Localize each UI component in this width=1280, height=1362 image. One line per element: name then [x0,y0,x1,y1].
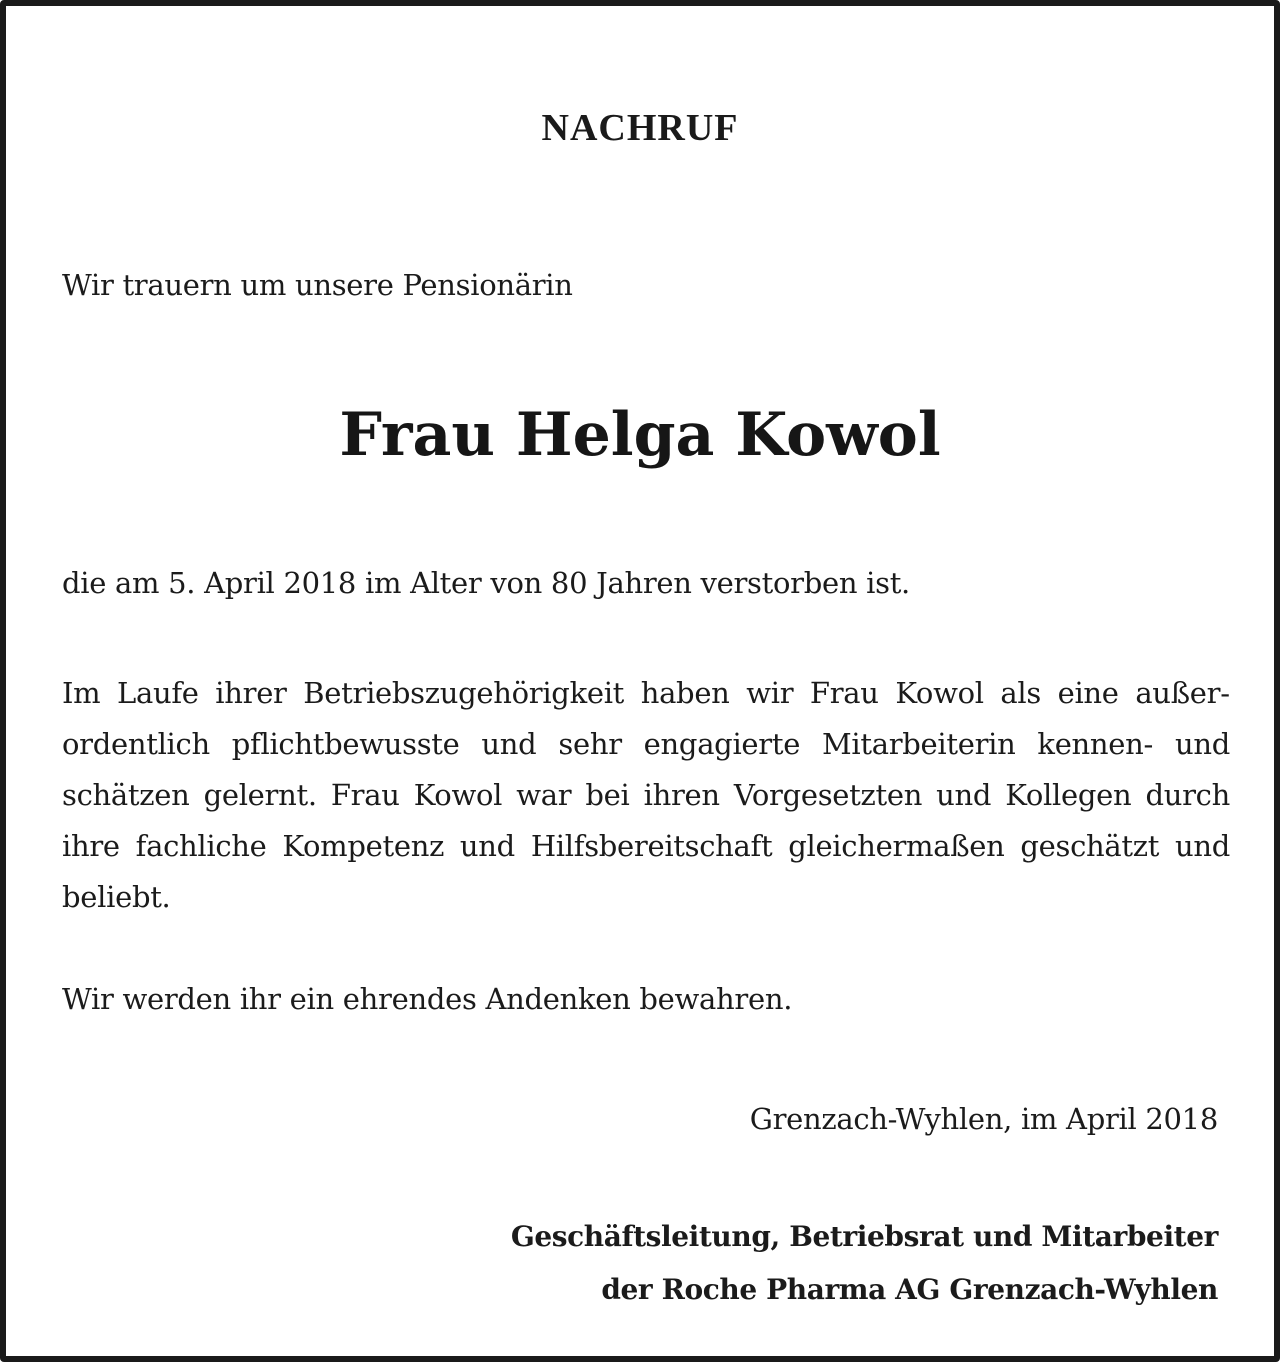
signature-block [511,1210,1218,1316]
closing-line: Wir werden ihr ein ehrendes Andenken bewahren. [62,982,793,1016]
signature-line-1: Geschäftsleitung, Betriebsrat und Mitarbeiter [510,1220,1218,1253]
death-date-line: die am 5. April 2018 im Alter von 80 Jahren verstorben ist. [62,566,910,600]
intro-line: Wir trauern um unsere Pensionärin [62,268,573,302]
place-date: Grenzach-Wyhlen, im April 2018 [749,1102,1218,1136]
deceased-name: Frau Helga Kowol [339,400,941,470]
tribute-paragraph: Im Laufe ihrer Betriebszugehörigkeit haben wir Frau Kowol als eine außerordentlich pflichtbewusste und sehr engagierte Mitarbeiterin kennen- und schätzen gelernt. Frau Kowol war bei ihren Vorgesetzten und Kollegen durch ihre fachliche Kompetenz und Hilfsbereitschaft gleichermaßen geschätzt und beliebt. [62,676,1230,914]
signature-line-2: der Roche Pharma AG Grenzach-Wyhlen [601,1273,1218,1306]
notice-heading: NACHRUF [541,107,739,149]
